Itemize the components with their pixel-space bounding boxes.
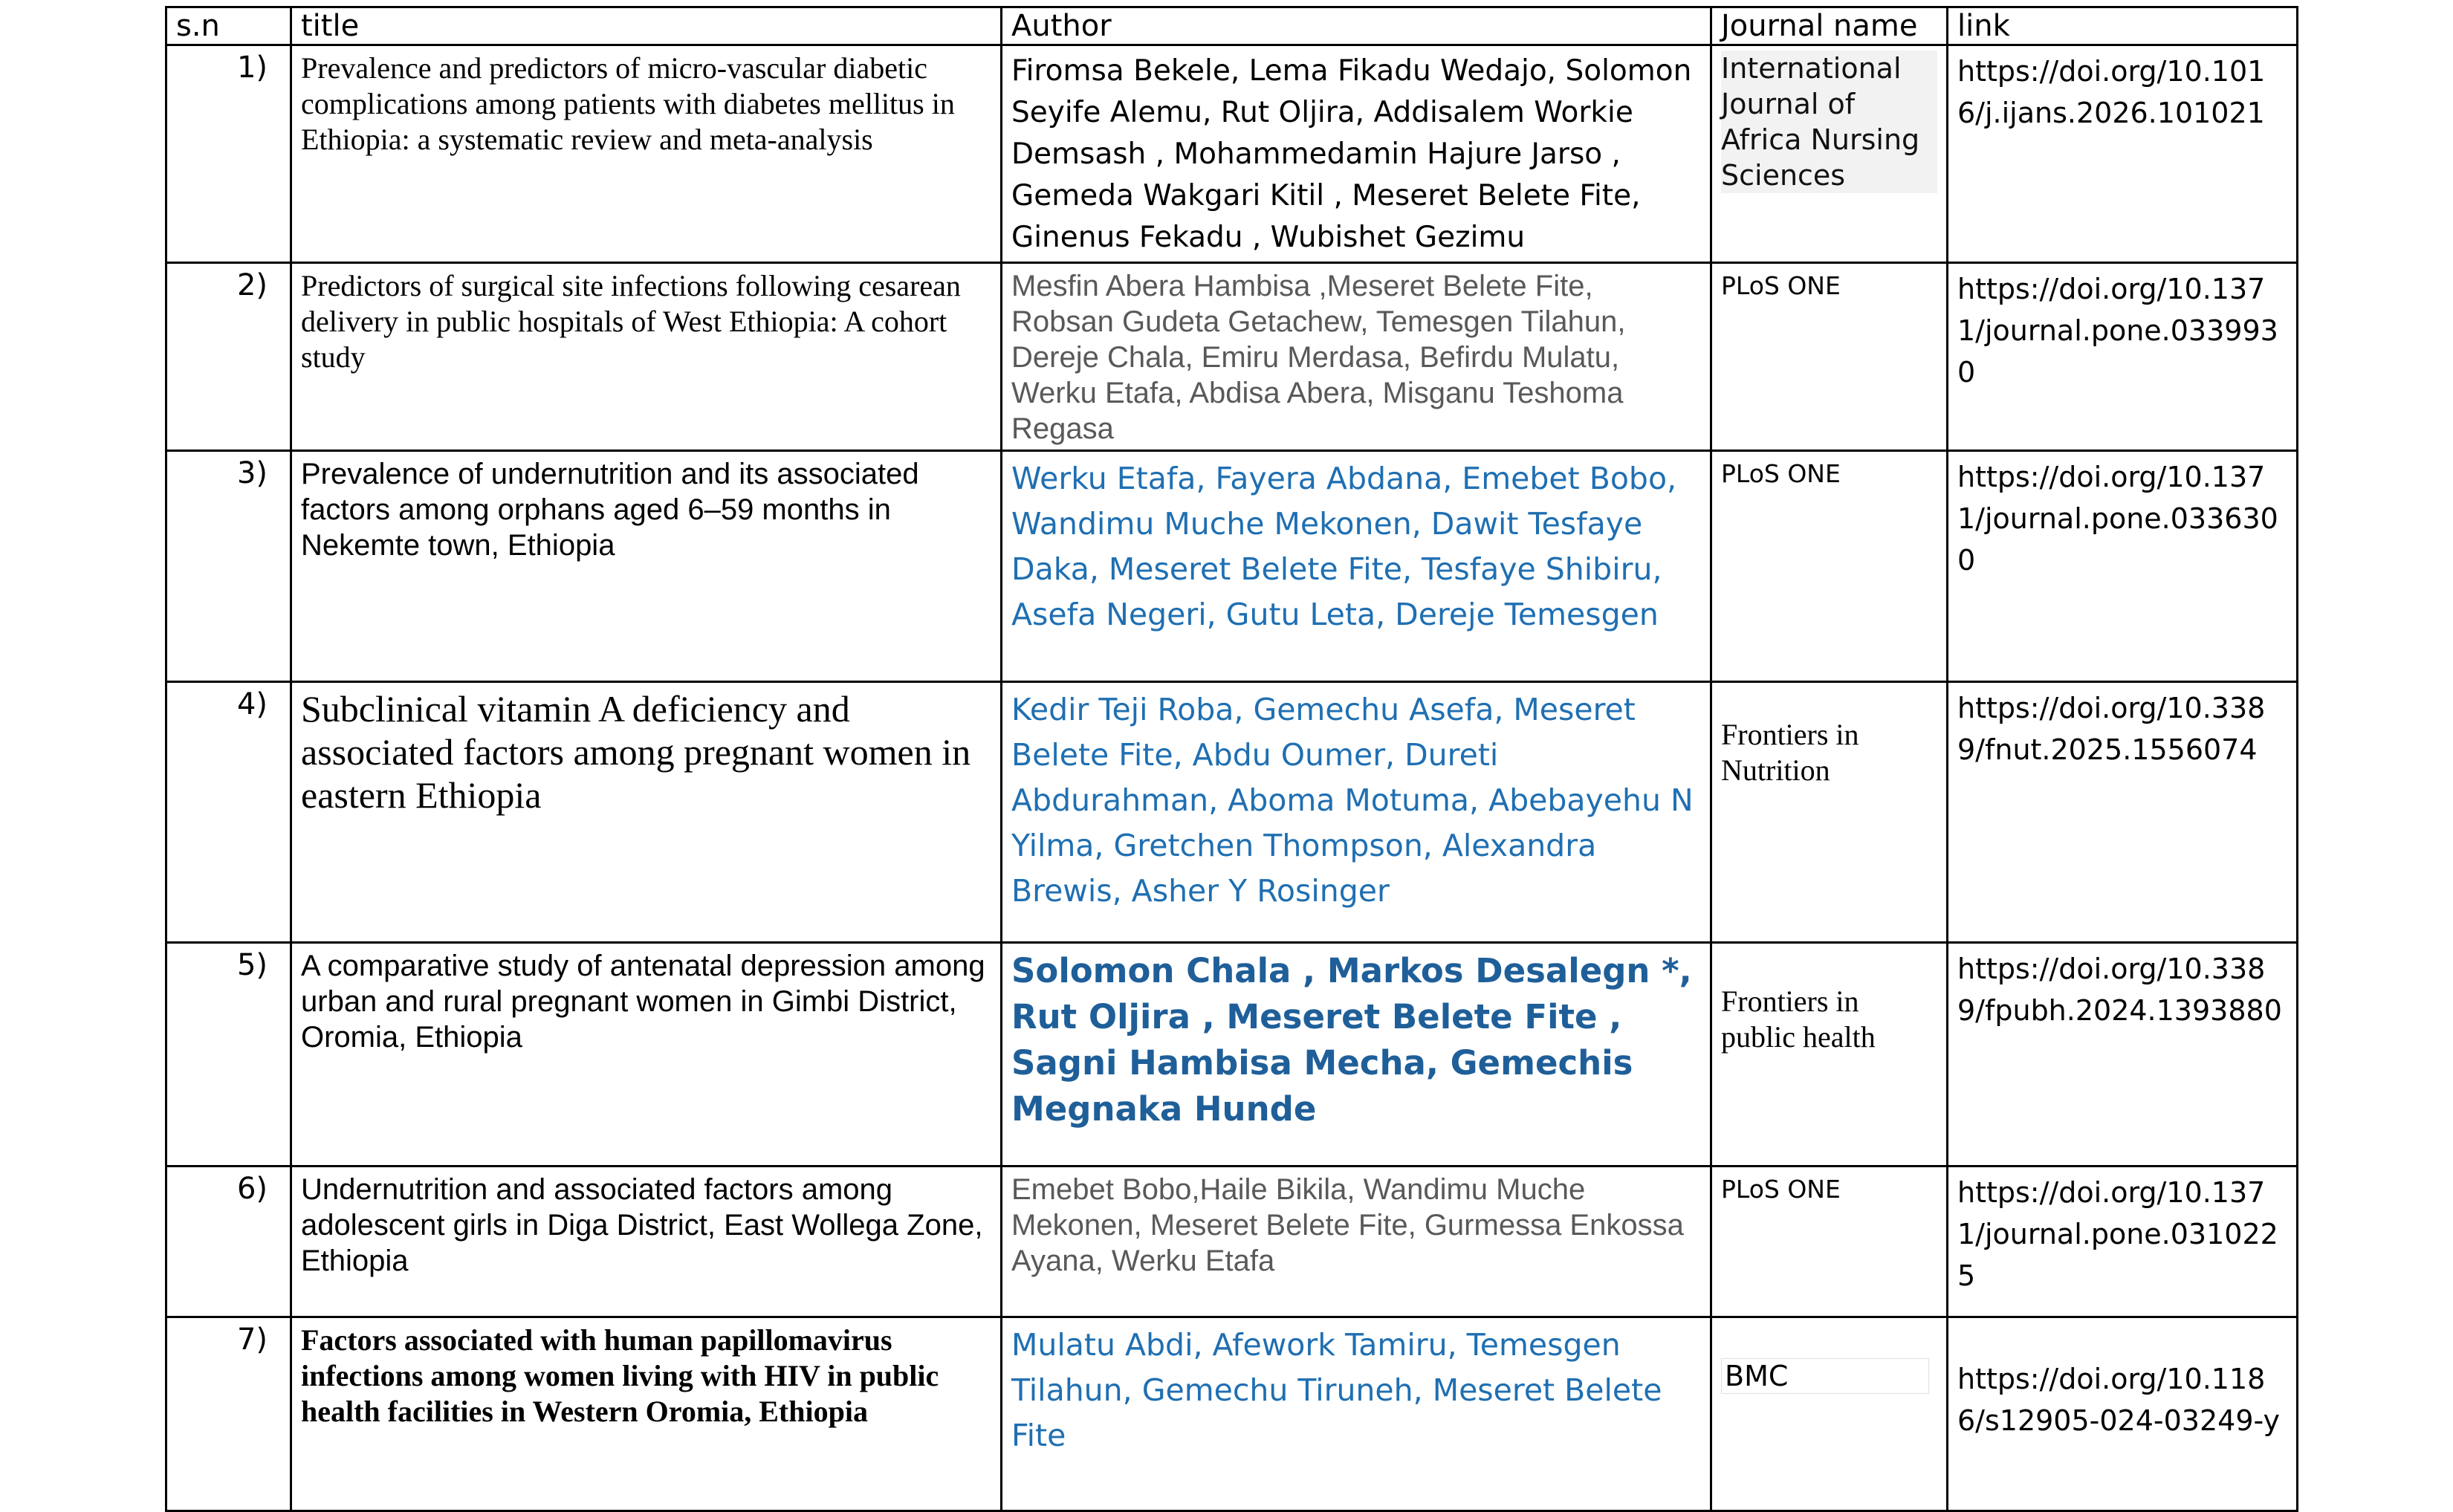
link-cell [1948,1317,2298,1511]
author-cell [1002,263,1711,451]
journal-name: PLoS ONE [1721,271,1841,300]
author-cell [1002,1317,1711,1511]
row-number: 1) [166,45,291,263]
journal-cell [1711,451,1948,682]
journal-name: PLoS ONE [1721,459,1841,488]
table-row [166,682,2298,943]
table-row [166,451,2298,682]
link-cell [1948,263,2298,451]
title-cell [291,45,1002,263]
publication-authors: Mesfin Abera Hambisa ,Meseret Belete Fite, Robsan Gudeta Getachew, Temesgen Tilahun, Dereje Chala, Emiru Merdasa, Befirdu Mulatu, Werku Etafa, Abdisa Abera, Misganu Teshoma Regasa [1011,270,1626,445]
row-number: 3) [166,451,291,682]
journal-cell [1711,263,1948,451]
header-journal: Journal name [1711,7,1948,45]
table-row [166,943,2298,1167]
table-row [166,1167,2298,1317]
title-cell [291,943,1002,1167]
author-cell [1002,45,1711,263]
publication-authors: Emebet Bobo,Haile Bikila, Wandimu Muche Mekonen, Meseret Belete Fite, Gurmessa Enkossa Ayana, Werku Etafa [1011,1173,1684,1277]
journal-cell [1711,45,1948,263]
journal-cell [1711,682,1948,943]
journal-name: BMC [1721,1358,1929,1394]
title-cell [291,682,1002,943]
link-cell [1948,682,2298,943]
table-row [166,45,2298,263]
publication-title: Subclinical vitamin A deficiency and associated factors among pregnant women in eastern Ethiopia [301,688,971,816]
publication-authors: Werku Etafa, Fayera Abdana, Emebet Bobo, Wandimu Muche Mekonen, Dawit Tesfaye Daka, Meseret Belete Fite, Tesfaye Shibiru, Asefa Negeri, Gutu Leta, Dereje Temesgen [1011,461,1677,632]
publication-title: Factors associated with human papillomavirus infections among women living with HIV in public health facilities in Western Oromia, Ethiopia [301,1323,939,1428]
publication-title: A comparative study of antenatal depression among urban and rural pregnant women in Gimbi District, Oromia, Ethiopia [301,950,985,1054]
journal-name: Frontiers in public health [1721,984,1876,1054]
table-row [166,1317,2298,1511]
row-number: 2) [166,263,291,451]
journal-name: International Journal of Africa Nursing Sciences [1721,51,1937,193]
row-number: 7) [166,1317,291,1511]
journal-cell [1711,1167,1948,1317]
title-cell [291,451,1002,682]
author-cell [1002,451,1711,682]
doi-link[interactable]: https://doi.org/10.1186/s12905-024-03249-y [1957,1363,2281,1437]
publication-title: Prevalence and predictors of micro-vascular diabetic complications among patients with diabetes mellitus in Ethiopia: a systematic review and meta-analysis [301,51,955,156]
author-cell [1002,682,1711,943]
link-cell [1948,451,2298,682]
doi-link[interactable]: https://doi.org/10.1371/journal.pone.0336300 [1957,461,2278,577]
link-cell [1948,1167,2298,1317]
publication-title: Predictors of surgical site infections following cesarean delivery in public hospitals of West Ethiopia: A cohort study [301,269,961,374]
doi-link[interactable]: https://doi.org/10.1371/journal.pone.0310225 [1957,1176,2278,1292]
publications-table [165,6,2298,1512]
table-row [166,263,2298,451]
doi-link[interactable]: https://doi.org/10.3389/fnut.2025.1556074 [1957,692,2266,766]
author-cell [1002,1167,1711,1317]
title-cell [291,263,1002,451]
table-header-row [166,7,2298,45]
link-cell [1948,45,2298,263]
header-author: Author [1002,7,1711,45]
journal-cell [1711,943,1948,1167]
link-cell [1948,943,2298,1167]
publication-title: Prevalence of undernutrition and its associated factors among orphans aged 6–59 months in Nekemte town, Ethiopia [301,458,919,562]
publication-authors: Kedir Teji Roba, Gemechu Asefa, Meseret Belete Fite, Abdu Oumer, Dureti Abdurahman, Aboma Motuma, Abebayehu N Yilma, Gretchen Thompson, Alexandra Brewis, Asher Y Rosinger [1011,692,1694,909]
header-title: title [291,7,1002,45]
title-cell [291,1317,1002,1511]
journal-name: Frontiers in Nutrition [1721,718,1859,787]
doi-link[interactable]: https://doi.org/10.3389/fpubh.2024.1393880 [1957,953,2282,1027]
doi-link[interactable]: https://doi.org/10.1371/journal.pone.0339930 [1957,273,2278,389]
author-cell [1002,943,1711,1167]
doi-link[interactable]: https://doi.org/10.1016/j.ijans.2026.101021 [1957,55,2266,129]
journal-cell [1711,1317,1948,1511]
title-cell [291,1167,1002,1317]
publication-title: Undernutrition and associated factors among adolescent girls in Diga District, East Wollega Zone, Ethiopia [301,1173,983,1277]
row-number: 5) [166,943,291,1167]
publication-authors: Mulatu Abdi, Afework Tamiru, Temesgen Tilahun, Gemechu Tiruneh, Meseret Belete Fite [1011,1327,1662,1453]
journal-name: PLoS ONE [1721,1175,1841,1204]
header-sn: s.n [166,7,291,45]
publication-authors: Solomon Chala , Markos Desalegn *, Rut Oljira , Meseret Belete Fite , Sagni Hambisa Mecha, Gemechis Megnaka Hunde [1011,951,1692,1129]
header-link: link [1948,7,2298,45]
row-number: 6) [166,1167,291,1317]
publication-authors: Firomsa Bekele, Lema Fikadu Wedajo, Solomon Seyife Alemu, Rut Oljira, Addisalem Workie Demsash , Mohammedamin Hajure Jarso , Gemeda Wakgari Kitil , Meseret Belete Fite, Ginenus Fekadu , Wubishet Gezimu [1011,54,1692,254]
row-number: 4) [166,682,291,943]
